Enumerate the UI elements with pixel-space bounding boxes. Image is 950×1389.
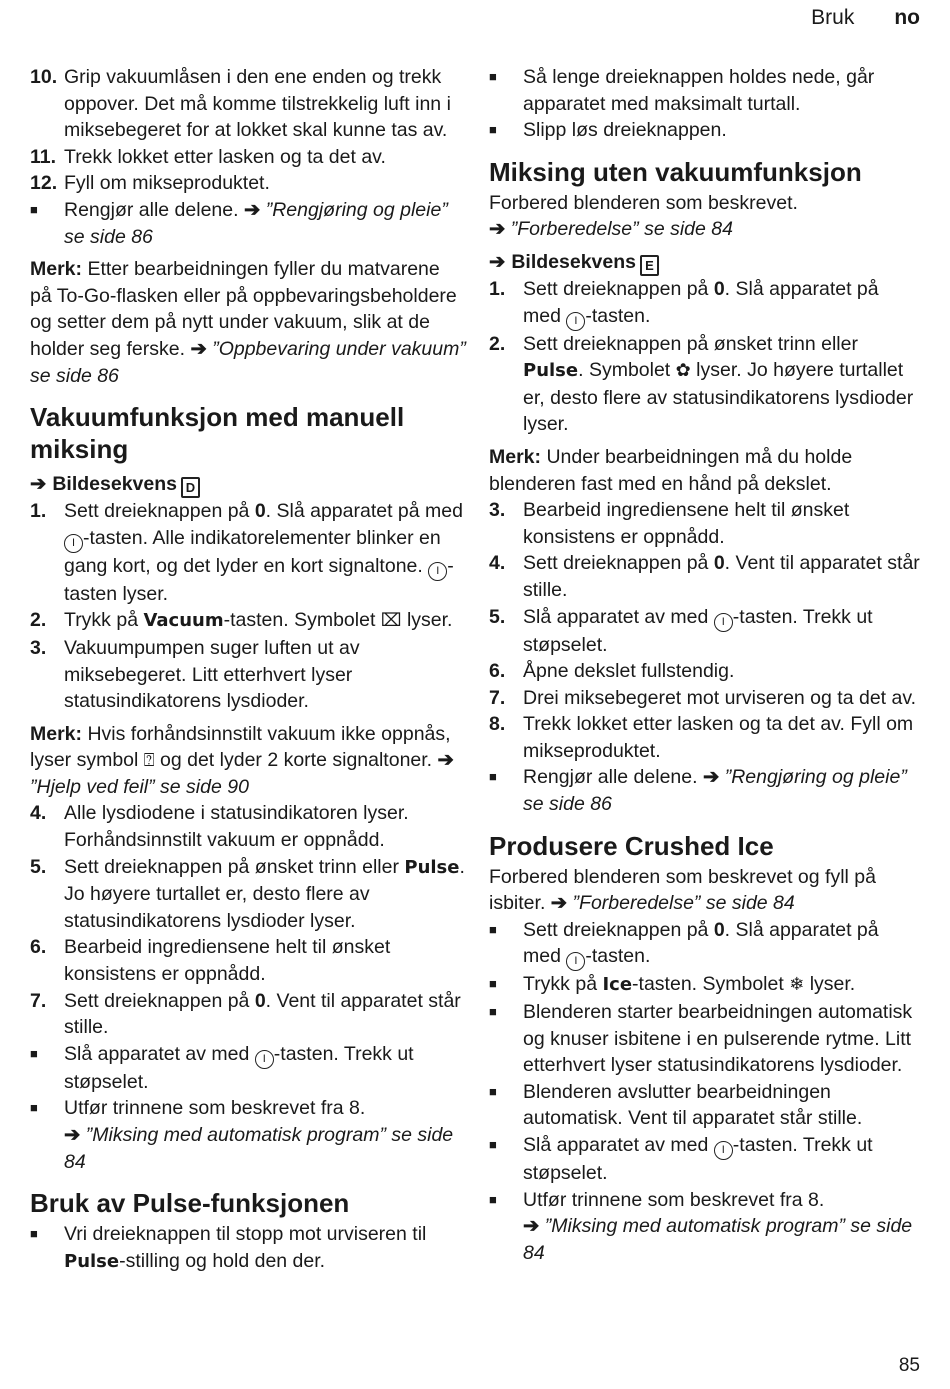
item-text: Slå apparatet av med I -tasten. Trekk ut støpselet. [64,1042,414,1093]
item-text: Trykk på Ice-tasten. Symbolet ❄ lyser. [523,973,856,996]
item-text: Sett dreieknappen på 0. Vent til apparatet står stille. [523,552,920,601]
numbered-step [30,64,466,144]
bullet-icon: ■ [30,1100,38,1116]
bullet-icon: ■ [30,201,38,217]
item-text: Trykk på Vacuum-tasten. Symbolet ⌧ lyser. [64,609,453,632]
item-text: Sett dreieknappen på 0. Slå apparatet på med I -tasten. [523,917,921,972]
bullet-icon: ■ [489,69,497,84]
item-text: Slå apparatet av med I -tasten. Trekk ut støpselet. [523,1134,873,1184]
item-text: Trekk lokket etter lasken og ta det av. [64,145,386,168]
item-text: Rengjør alle delene. ➔ ”Rengjøring og pleie” se side 86 [64,197,466,250]
item-text: Trekk lokket etter lasken og ta det av. Fyll om mikseproduktet. [523,713,914,762]
numbered-step [489,658,921,685]
paragraph [489,190,921,243]
header-section: Bruk [811,6,855,29]
item-text: Slå apparatet av med I -tasten. Trekk ut støpselet. [523,605,873,656]
step-number: 12. [30,172,58,195]
note-paragraph [30,721,466,801]
sequence-letter-badge: E [640,255,659,276]
numbered-step [489,711,921,764]
bullet-item [489,1187,921,1267]
numbered-step [489,685,921,712]
item-text: Sett dreieknappen på 0. Slå apparatet på med I -tasten. [523,276,921,331]
item-text: Bearbeid ingrediensene helt til ønsket konsistens er oppnådd. [523,499,850,548]
arrow-icon: ➔ [489,250,506,273]
step-number: 1. [489,277,506,300]
step-number: 10. [30,66,58,88]
item-text: Så lenge dreieknappen holdes nede, går apparatet med maksimalt turtall. [523,66,875,115]
step-number: 5. [489,605,506,628]
note-label: Merk: [30,722,83,745]
item-text: Vri dreieknappen til stopp mot urviseren til Pulse-stilling og hold den der. [64,1223,427,1272]
page-header [811,6,920,30]
bullet-icon: ■ [489,1137,497,1152]
cross-reference-link[interactable]: ➔ ”Miksing med automatisk program” se side 84 [64,1124,453,1173]
item-text: Sett dreieknappen på 0. Slå apparatet på med I -tasten. Alle indikatorelementer blinker en gang kort, og det lyder en kort signaltone. I -tasten lyser. [64,500,463,605]
cross-reference-link[interactable]: ➔ ”Hjelp ved feil” se side 90 [30,749,454,798]
step-number: 5. [30,855,47,878]
numbered-step [489,497,921,550]
bullet-icon: ■ [489,976,497,992]
step-number: 6. [30,936,47,959]
item-text: Sett dreieknappen på ønsket trinn eller Pulse. Symbolet ✿ lyser. Jo høyere turtallet er, desto flere av statusindikatorens lysdioder lyser. [523,332,914,436]
step-number: 4. [489,552,506,575]
arrow-icon: ➔ [30,473,47,496]
item-text: Sett dreieknappen på ønsket trinn eller Pulse. Jo høyere turtallet er, desto flere av statusindikatorens lysdioder lyser. [64,855,465,932]
numbered-step [489,604,921,659]
bullet-icon: ■ [489,1083,497,1099]
bullet-item [489,971,921,999]
step-number: 11. [30,145,57,168]
cross-reference-link[interactable]: ➔ ”Rengjøring og pleie” se side 86 [523,766,907,815]
step-number: 4. [30,802,47,825]
numbered-step [489,331,921,438]
right-column [489,64,921,1266]
bullet-icon: ■ [30,1045,38,1061]
item-text: Slipp løs dreieknappen. [523,119,727,142]
cross-reference-link[interactable]: ➔ ”Forberedelse” se side 84 [489,218,733,240]
item-text: Fyll om mikseproduktet. [64,172,270,195]
cross-reference-link[interactable]: ➔ ”Miksing med automatisk program” se side 84 [523,1215,912,1264]
bullet-item [30,1041,466,1096]
step-number: 2. [489,332,506,355]
cross-reference-link[interactable]: ➔ ”Rengjøring og pleie” se side 86 [64,199,448,248]
bullet-item [489,1079,921,1132]
bullet-item [489,117,921,144]
bullet-item [489,64,921,117]
step-number: 7. [489,686,506,709]
cross-reference-link[interactable]: ➔ ”Forberedelse” se side 84 [551,892,795,914]
sequence-letter-badge: D [181,477,200,498]
paragraph-text: Hvis forhåndsinnstilt vakuum ikke oppnås, lyser symbol ⍰ og det lyder 2 korte signaltoner. [30,722,451,772]
section-heading: Miksing uten vakuumfunksjon [489,156,862,187]
bullet-icon: ■ [489,122,497,138]
numbered-step [30,498,466,607]
item-text: Blenderen starter bearbeidningen automatisk og knuser isbitene i en pulserende rytme. Litt etterhvert lyser statusindikatorens lysdioder. [523,1001,913,1077]
item-text: Utfør trinnene som beskrevet fra 8. ➔ ”Miksing med automatisk program” se side 84 [523,1187,921,1267]
section-heading: Produsere Crushed Ice [489,830,774,861]
bullet-item [489,1132,921,1187]
item-text: Bearbeid ingrediensene helt til ønsket konsistens er oppnådd. [64,936,391,986]
header-language: no [894,6,920,29]
numbered-step [489,276,921,331]
step-number: 8. [489,713,506,736]
item-text: Blenderen avslutter bearbeidningen automatisk. Vent til apparatet står stille. [523,1080,863,1130]
item-text: Utfør trinnene som beskrevet fra 8. ➔ ”Miksing med automatisk program” se side 84 [64,1095,466,1175]
numbered-step [30,988,466,1041]
paragraph-text: Under bearbeidningen må du holde blenderen fast med en hånd på dekslet. [489,445,853,495]
paragraph-text: Etter bearbeidningen fyller du matvarene på To-Go-flasken eller på oppbevaringsbeholdere og setter dem på nytt under vakuum, slik at de holder seg ferske. [30,258,457,360]
section-heading: Vakuumfunksjon med manuell miksing [30,402,405,465]
item-text: Sett dreieknappen på 0. Vent til apparatet står stille. [64,989,461,1039]
item-text: Grip vakuumlåsen i den ene enden og trekk oppover. Det må komme tilstrekkelig luft inn i miksebegeret for at lokket skal kunne tas av. [64,66,451,142]
numbered-step [30,607,466,635]
note-label: Merk: [489,445,542,468]
bullet-icon: ■ [489,769,497,785]
bullet-item [489,999,921,1079]
picture-sequence-ref [30,471,466,498]
paragraph-text: Forbered blenderen som beskrevet. [489,191,798,214]
note-label: Merk: [30,258,83,281]
cross-reference-link[interactable]: ➔ ”Oppbevaring under vakuum” se side 86 [30,338,466,387]
picture-sequence-label: Bildesekvens [52,473,177,496]
picture-sequence-ref [489,249,921,276]
bullet-icon: ■ [489,1191,497,1207]
picture-sequence-label: Bildesekvens [511,250,636,273]
bullet-item [489,764,921,817]
bullet-icon: ■ [489,921,497,937]
step-number: 3. [489,499,506,522]
numbered-step [30,170,466,197]
note-paragraph [489,444,921,497]
item-text: Drei miksebegeret mot urviseren og ta det av. [523,686,917,709]
item-text: Rengjør alle delene. ➔ ”Rengjøring og pleie” se side 86 [523,764,921,817]
paragraph-text: Forbered blenderen som beskrevet og fyll på isbiter. [489,865,876,915]
bullet-item [30,1095,466,1175]
item-text: Vakuumpumpen suger luften ut av miksebegeret. Litt etterhvert lyser statusindikatorens lysdioder. [64,636,360,713]
step-number: 1. [30,500,47,523]
step-number: 2. [30,609,47,632]
bullet-item [489,917,921,972]
step-number: 3. [30,636,47,659]
left-column [30,64,466,1275]
numbered-step [30,144,466,171]
bullet-item [30,1221,466,1275]
numbered-step [30,800,466,853]
section-heading: Bruk av Pulse-funksjonen [30,1188,350,1219]
item-text: Alle lysdiodene i statusindikatoren lyser. Forhåndsinnstilt vakuum er oppnådd. [64,802,409,852]
page-number: 85 [898,1355,920,1376]
bullet-icon: ■ [489,1004,497,1020]
bullet-item [30,197,466,250]
note-paragraph [30,256,466,389]
numbered-step [30,934,466,987]
step-number: 7. [30,989,47,1012]
paragraph [489,864,921,917]
numbered-step [30,635,466,715]
item-text: Åpne dekslet fullstendig. [523,660,735,683]
numbered-step [489,550,921,603]
bullet-icon: ■ [30,1226,38,1242]
numbered-step [30,854,466,935]
step-number: 6. [489,660,506,683]
